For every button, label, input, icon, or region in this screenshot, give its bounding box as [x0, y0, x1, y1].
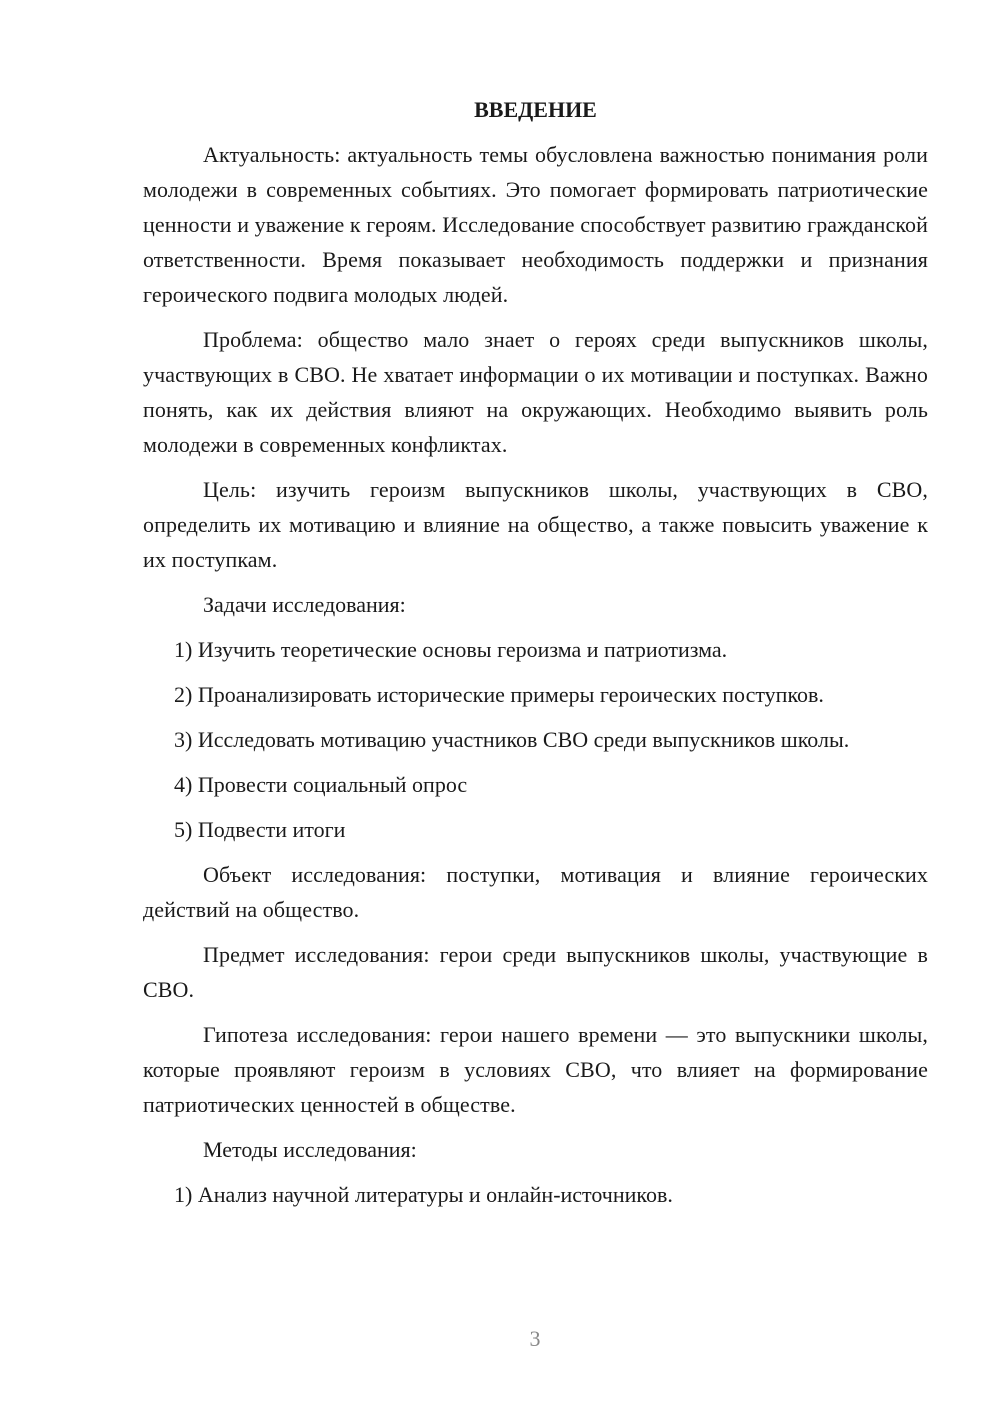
section-title: ВВЕДЕНИЕ [474, 97, 597, 122]
object-paragraph: Объект исследования: поступки, мотивация и влияние героических действий на общество. [143, 862, 928, 922]
task-item-4: 4) Провести социальный опрос [174, 772, 468, 797]
task-item-1: 1) Изучить теоретические основы героизма и патриотизма. [174, 637, 728, 662]
page-content [143, 92, 928, 1222]
task-item-5: 5) Подвести итоги [174, 817, 346, 842]
goal-paragraph: Цель: изучить героизм выпускников школы, участвующих в СВО, определить их мотивацию и влияние на общество, а также повысить уважение к их поступкам. [143, 477, 928, 572]
methods-heading: Методы исследования: [203, 1137, 417, 1162]
relevance-paragraph: Актуальность: актуальность темы обусловлена важностью понимания роли молодежи в современных событиях. Это помогает формировать патриотические ценности и уважение к героям. Исследование способствует развитию гражданской ответственности. Время показывает необходимость поддержки и признания героического подвига молодых людей. [143, 142, 928, 307]
task-item-2: 2) Проанализировать исторические примеры героических поступков. [174, 682, 824, 707]
method-item-1: 1) Анализ научной литературы и онлайн-источников. [174, 1182, 673, 1207]
hypothesis-paragraph: Гипотеза исследования: герои нашего времени — это выпускники школы, которые проявляют героизм в условиях СВО, что влияет на формирование патриотических ценностей в обществе. [143, 1022, 928, 1117]
task-item-3: 3) Исследовать мотивацию участников СВО среди выпускников школы. [174, 727, 850, 752]
page-number: 3 [529, 1326, 541, 1351]
subject-paragraph: Предмет исследования: герои среди выпускников школы, участвующие в СВО. [143, 942, 928, 1002]
problem-paragraph: Проблема: общество мало знает о героях среди выпускников школы, участвующих в СВО. Не хватает информации о их мотивации и поступках. Важно понять, как их действия влияют на окружающих. Необходимо выявить роль молодежи в современных конфликтах. [143, 327, 928, 457]
tasks-heading: Задачи исследования: [203, 592, 406, 617]
